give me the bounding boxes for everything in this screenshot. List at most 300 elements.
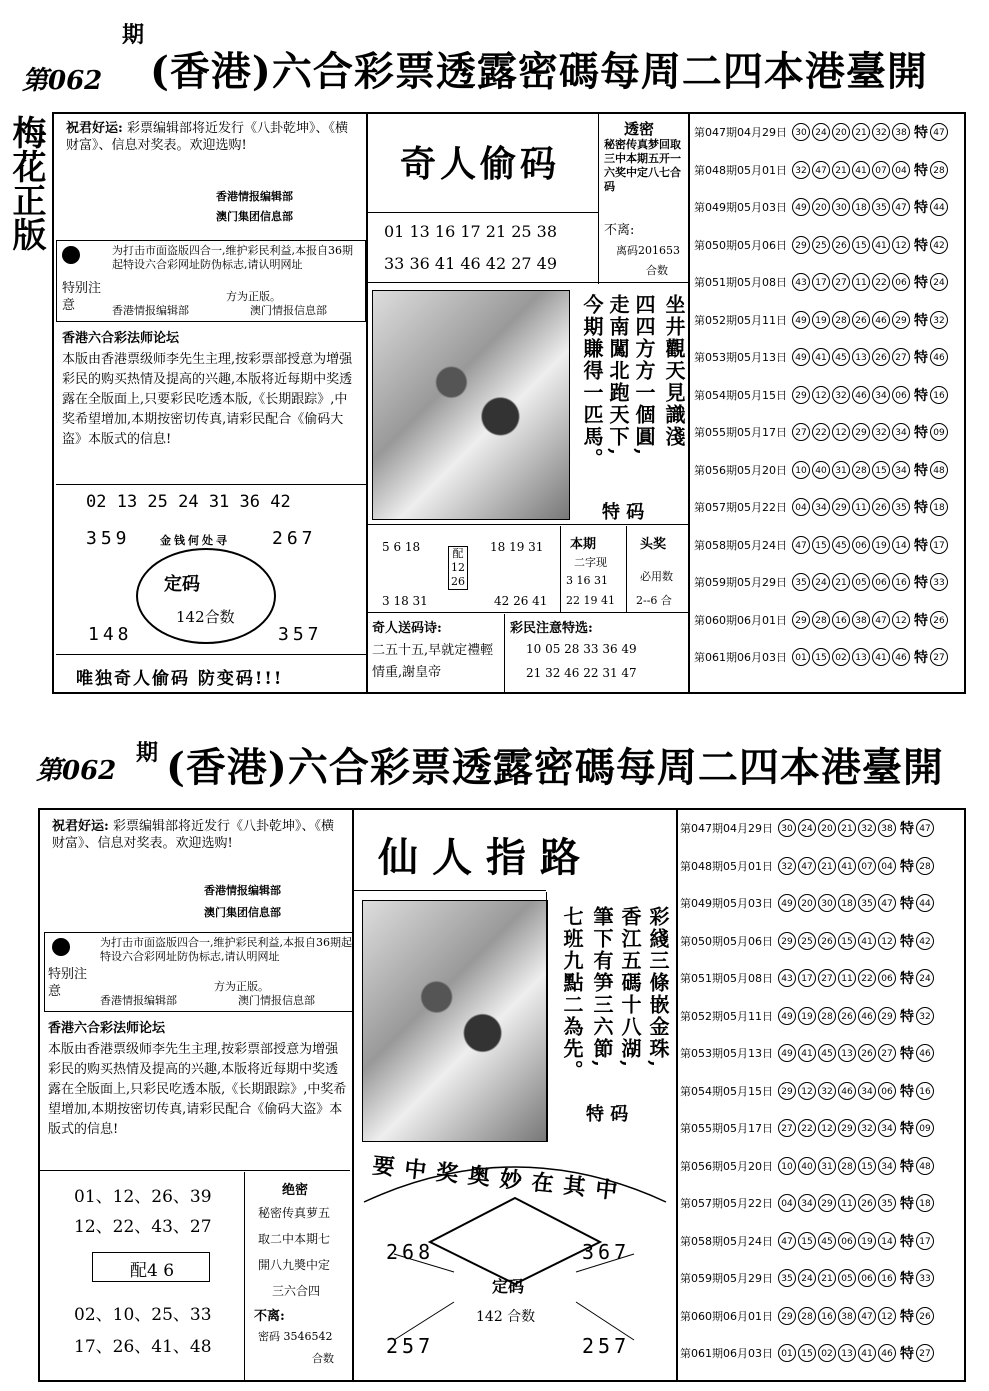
result-ball: 11: [852, 273, 870, 291]
result-special-ball: 42: [916, 932, 934, 950]
center-nums1: 01 13 16 17 21 25 38: [384, 222, 558, 241]
result-special-ball: 33: [916, 1269, 934, 1287]
top-poem-col-4: 今期賺得一匹馬。: [580, 294, 604, 470]
result-te: 特: [900, 896, 914, 912]
notice-foot2: 方为正版。: [226, 290, 281, 303]
result-ball: 43: [792, 273, 810, 291]
result-te: 特: [914, 275, 928, 291]
result-ball: 06: [872, 573, 890, 591]
result-special-ball: 17: [916, 1232, 934, 1250]
result-ball: 49: [792, 311, 810, 329]
tm-buli: 不离:: [604, 223, 635, 238]
result-ball: 41: [852, 161, 870, 179]
result-te: 特: [914, 575, 928, 591]
result-ball: 26: [838, 1007, 856, 1025]
result-ball: 13: [852, 348, 870, 366]
result-label: 第050期05月06日: [694, 238, 787, 252]
top-nums-line: 02 13 25 24 31 36 42: [86, 492, 291, 512]
top-slogan: 唯独奇人偷码 防变码!!!: [76, 669, 284, 689]
result-ball: 26: [858, 1044, 876, 1062]
pair-left2: 3 18 31: [382, 594, 428, 608]
result-ball: 20: [818, 819, 836, 837]
result-label: 第059期05月29日: [694, 576, 787, 589]
result-special-ball: 17: [930, 536, 948, 554]
result-label: 第061期06月03日: [694, 651, 787, 664]
result-ball: 27: [792, 423, 810, 441]
top-issue: 第062: [22, 66, 103, 96]
result-ball: 32: [832, 386, 850, 404]
result-ball: 29: [892, 311, 910, 329]
b-greeting-sign1: 香港情报编辑部: [204, 884, 281, 897]
forum-rule: [56, 484, 366, 485]
result-ball: 29: [832, 498, 850, 516]
result-te: 特: [900, 1083, 914, 1100]
result-ball: 27: [878, 1044, 896, 1062]
result-te: 特: [914, 425, 928, 441]
col-divider-1: [366, 114, 368, 692]
result-row: [680, 1002, 936, 1030]
result-special-ball: 46: [930, 348, 948, 366]
result-ball: 17: [812, 273, 830, 291]
result-row: [680, 1077, 936, 1105]
result-ball: 49: [778, 1007, 796, 1025]
result-row: [680, 1264, 936, 1292]
top-ellipse: [136, 548, 276, 644]
result-row: [694, 381, 950, 409]
result-ball: 32: [778, 857, 796, 875]
result-label: 第057期05月22日: [680, 1197, 773, 1210]
result-ball: 29: [792, 236, 810, 254]
result-ball: 47: [792, 536, 810, 554]
result-ball: 21: [852, 123, 870, 141]
result-ball: 02: [818, 1344, 836, 1362]
result-label: 第051期05月08日: [694, 276, 787, 289]
result-ball: 02: [832, 648, 850, 666]
result-ball: 24: [798, 1269, 816, 1287]
result-ball: 27: [778, 1119, 796, 1137]
b-jm-line2: 取二中本期七: [258, 1232, 331, 1246]
result-te: 特: [914, 500, 928, 516]
result-te: 特: [914, 650, 928, 666]
result-ball: 19: [798, 1007, 816, 1025]
result-ball: 32: [792, 161, 810, 179]
b-poem-col-3: 筆下有笋三六節,: [590, 906, 614, 1069]
result-special-ball: 33: [930, 573, 948, 591]
result-te: 特: [914, 162, 928, 179]
result-special-ball: 47: [916, 819, 934, 837]
result-ball: 25: [798, 932, 816, 950]
result-ball: 47: [778, 1232, 796, 1250]
result-special-ball: 28: [930, 161, 948, 179]
result-te: 特: [900, 1346, 914, 1362]
greeting-sign2: 澳门集团信息部: [216, 210, 293, 223]
b-right-bottom: 257: [582, 1334, 631, 1358]
result-row: [694, 306, 950, 334]
result-ball: 11: [838, 1194, 856, 1212]
result-ball: 06: [838, 1232, 856, 1250]
result-te: 特: [914, 462, 928, 479]
result-te: 特: [914, 312, 928, 329]
result-row: [694, 606, 950, 634]
result-ball: 46: [838, 1082, 856, 1100]
result-special-ball: 24: [930, 273, 948, 291]
result-label: 第060期06月01日: [694, 613, 787, 627]
tm-body: 秘密传真梦回取三中本期五开一六奖中定八七合码: [604, 138, 681, 193]
result-te: 特: [900, 858, 914, 875]
result-ball: 20: [832, 123, 850, 141]
result-ball: 35: [858, 894, 876, 912]
result-special-ball: 16: [916, 1082, 934, 1100]
result-ball: 28: [838, 1157, 856, 1175]
b-grp4: 17、26、41、48: [74, 1337, 212, 1357]
result-row: [694, 456, 950, 484]
result-ball: 38: [892, 123, 910, 141]
result-ball: 46: [872, 311, 890, 329]
tm-buli-code: 离码201653: [616, 244, 680, 257]
b-buli-hs: 合数: [312, 1352, 334, 1365]
toujiang: 头奖: [640, 537, 667, 552]
result-ball: 49: [792, 198, 810, 216]
side-title: 梅花正版: [6, 115, 46, 251]
result-ball: 29: [778, 1307, 796, 1325]
result-label: 第057期05月22日: [694, 501, 787, 514]
notice-foot3: 澳门情报信息部: [250, 304, 327, 317]
bottom-results: [680, 814, 964, 1380]
result-row: [680, 852, 936, 880]
result-ball: 40: [812, 461, 830, 479]
forum-title: 香港六合彩法师论坛: [62, 331, 180, 346]
result-special-ball: 46: [916, 1044, 934, 1062]
result-ball: 29: [818, 1194, 836, 1212]
result-ball: 11: [852, 498, 870, 516]
result-ball: 28: [852, 461, 870, 479]
result-ball: 04: [792, 498, 810, 516]
result-ball: 22: [872, 273, 890, 291]
result-label: 第049期05月03日: [694, 201, 787, 214]
col-divider-2: [598, 114, 599, 284]
result-ball: 49: [792, 348, 810, 366]
top-results: [694, 118, 964, 688]
result-ball: 12: [892, 236, 910, 254]
result-ball: 26: [852, 311, 870, 329]
result-ball: 47: [878, 894, 896, 912]
result-ball: 19: [858, 1232, 876, 1250]
result-ball: 06: [892, 273, 910, 291]
result-special-ball: 26: [930, 611, 948, 629]
result-row: [680, 814, 936, 842]
result-row: [694, 193, 950, 221]
result-ball: 34: [878, 1157, 896, 1175]
result-ball: 12: [878, 1307, 896, 1325]
result-ball: 38: [878, 819, 896, 837]
b-poem-col-4: 七班九點二為先。: [560, 906, 584, 1082]
result-ball: 41: [812, 348, 830, 366]
top-tema: 特 码: [602, 502, 645, 523]
result-te: 特: [900, 1233, 914, 1250]
result-label: 第052期05月11日: [680, 1009, 773, 1023]
bottom-qi: 期: [136, 740, 159, 766]
result-ball: 15: [858, 1157, 876, 1175]
top-left-bottom: 148: [88, 624, 133, 645]
result-row: [694, 156, 950, 184]
top-qi: 期: [122, 22, 145, 48]
result-row: [680, 1227, 936, 1255]
pair-left1: 5 6 18: [382, 540, 421, 554]
result-ball: 29: [838, 1119, 856, 1137]
top-poem-col-2: 四四方方一個圓,: [632, 294, 656, 457]
result-ball: 06: [858, 1269, 876, 1287]
result-row: [694, 643, 950, 671]
result-special-ball: 27: [916, 1344, 934, 1362]
result-ball: 46: [852, 386, 870, 404]
top-greeting: [66, 120, 356, 154]
b-buli: 不离:: [254, 1309, 285, 1324]
b-greeting-sign2: 澳门集团信息部: [204, 906, 281, 919]
col-divider-3: [688, 114, 690, 692]
result-ball: 12: [892, 611, 910, 629]
result-ball: 24: [812, 123, 830, 141]
result-ball: 25: [812, 236, 830, 254]
result-te: 特: [900, 1308, 914, 1325]
result-ball: 26: [818, 932, 836, 950]
result-ball: 05: [838, 1269, 856, 1287]
result-te: 特: [900, 1196, 914, 1212]
result-label: 第055期05月17日: [680, 1122, 773, 1135]
result-ball: 12: [812, 386, 830, 404]
result-te: 特: [900, 933, 914, 950]
result-ball: 32: [858, 819, 876, 837]
result-ball: 21: [818, 1269, 836, 1287]
b-heshu: 142 合数: [476, 1309, 536, 1325]
result-ball: 06: [878, 1082, 896, 1100]
result-row: [694, 493, 950, 521]
result-row: [680, 1339, 936, 1367]
result-label: 第056期05月20日: [680, 1159, 773, 1173]
result-te: 特: [900, 971, 914, 987]
result-ball: 45: [818, 1044, 836, 1062]
result-label: 第048期05月01日: [680, 859, 773, 873]
result-te: 特: [900, 1121, 914, 1137]
result-ball: 28: [818, 1007, 836, 1025]
result-ball: 45: [818, 1232, 836, 1250]
b-right-top: 367: [582, 1240, 631, 1264]
notice-label: 特别注意: [62, 281, 102, 313]
result-label: 第054期05月15日: [680, 1084, 773, 1098]
songma-title: 奇人送码诗:: [372, 621, 442, 636]
result-ball: 15: [812, 648, 830, 666]
b-grp3: 02、10、25、33: [74, 1305, 212, 1325]
greeting-title: 祝君好运:: [66, 121, 123, 136]
bottom-headline: (香港)六合彩票透露密碼每周二四本港臺開: [166, 744, 944, 791]
result-row: [680, 1039, 936, 1067]
result-ball: 19: [872, 536, 890, 554]
b-left-top: 268: [386, 1240, 435, 1264]
center-vdiv-b: [626, 526, 627, 612]
center-rule-1: [368, 212, 598, 213]
result-ball: 45: [832, 348, 850, 366]
result-te: 特: [914, 200, 928, 216]
bottom-issue: 第062: [36, 756, 117, 786]
top-right-top: 267: [272, 528, 317, 549]
result-ball: 24: [798, 819, 816, 837]
top-poem-col-3: 走南闖北跑天下,: [606, 294, 630, 457]
b-poem-col-2: 香江五碼十八湖,: [618, 906, 642, 1069]
result-ball: 24: [812, 573, 830, 591]
b-grp2: 12、22、43、27: [74, 1217, 212, 1237]
result-special-ball: 44: [916, 894, 934, 912]
result-label: 第061期06月03日: [680, 1347, 773, 1360]
result-ball: 46: [892, 648, 910, 666]
result-ball: 07: [872, 161, 890, 179]
result-ball: 32: [858, 1119, 876, 1137]
benqi-sub: 二字现: [574, 556, 607, 569]
result-row: [694, 231, 950, 259]
result-ball: 34: [798, 1194, 816, 1212]
result-ball: 35: [892, 498, 910, 516]
center-rule-2: [368, 282, 688, 283]
result-ball: 17: [798, 969, 816, 987]
result-ball: 34: [892, 423, 910, 441]
result-te: 特: [914, 125, 928, 141]
result-ball: 12: [798, 1082, 816, 1100]
top-arc-text: 金钱何处寻: [160, 534, 230, 547]
result-row: [680, 1152, 936, 1180]
b-dingma: 定码: [492, 1277, 525, 1296]
result-ball: 15: [852, 236, 870, 254]
top-right-bottom: 357: [278, 624, 323, 645]
result-ball: 41: [858, 932, 876, 950]
b-forum-rule: [40, 1170, 350, 1171]
result-special-ball: 44: [930, 198, 948, 216]
result-te: 特: [914, 387, 928, 404]
result-ball: 10: [778, 1157, 796, 1175]
result-ball: 45: [832, 536, 850, 554]
benqi-nums2: 22 19 41: [566, 594, 615, 607]
result-special-ball: 09: [930, 423, 948, 441]
pair-right2: 42 26 41: [494, 594, 548, 608]
result-label: 第051期05月08日: [680, 972, 773, 985]
b-notice-foot1: 香港情报编辑部: [100, 994, 177, 1007]
result-ball: 29: [778, 1082, 796, 1100]
bomb-icon: [62, 246, 80, 264]
b-jm-line4: 三六合四: [272, 1284, 321, 1298]
toujiang-sub: 必用数: [640, 570, 673, 583]
greeting-sign1: 香港情报编辑部: [216, 190, 293, 203]
result-ball: 15: [872, 461, 890, 479]
result-special-ball: 48: [916, 1157, 934, 1175]
top-poem-col-1: 坐井觀天見識淺: [662, 294, 686, 448]
result-special-ball: 48: [930, 461, 948, 479]
result-ball: 47: [858, 1307, 876, 1325]
b-buli-code: 密码 3546542: [258, 1330, 333, 1343]
result-ball: 47: [812, 161, 830, 179]
b-center-rule-1: [354, 890, 546, 891]
result-ball: 07: [858, 857, 876, 875]
result-special-ball: 16: [930, 386, 948, 404]
result-ball: 34: [872, 386, 890, 404]
result-ball: 14: [878, 1232, 896, 1250]
result-ball: 26: [832, 236, 850, 254]
result-ball: 01: [778, 1344, 796, 1362]
center-rule-4: [368, 612, 688, 613]
result-ball: 27: [892, 348, 910, 366]
result-ball: 06: [878, 969, 896, 987]
result-ball: 13: [852, 648, 870, 666]
b-col-divider-3: [676, 810, 678, 1380]
result-ball: 34: [858, 1082, 876, 1100]
result-ball: 41: [798, 1044, 816, 1062]
result-ball: 05: [852, 573, 870, 591]
b-notice-label: 特别注意: [48, 967, 88, 999]
center-rule-3: [368, 524, 688, 525]
result-ball: 34: [878, 1119, 896, 1137]
benqi: 本期: [570, 537, 597, 552]
b-forum-title: 香港六合彩法师论坛: [48, 1021, 166, 1036]
result-row: [680, 889, 936, 917]
result-ball: 13: [838, 1044, 856, 1062]
result-ball: 16: [892, 573, 910, 591]
result-ball: 06: [892, 386, 910, 404]
result-ball: 04: [778, 1194, 796, 1212]
result-ball: 31: [818, 1157, 836, 1175]
songma-body: 二五十五,早就定禮輕情重,謝皇帝: [372, 643, 494, 680]
toujiang-val: 2--6 合: [636, 594, 672, 607]
center-vdiv-a: [560, 526, 561, 612]
greeting-body: 彩票编辑部将近发行《八卦乾坤》、《横财富》、信息对奖表。欢迎选购!: [66, 121, 348, 153]
result-ball: 29: [792, 386, 810, 404]
result-ball: 27: [818, 969, 836, 987]
result-ball: 04: [892, 161, 910, 179]
result-ball: 11: [838, 969, 856, 987]
result-label: 第056期05月20日: [694, 463, 787, 477]
result-ball: 29: [852, 423, 870, 441]
result-te: 特: [900, 1271, 914, 1287]
center-title: 奇人偷码: [400, 143, 561, 185]
result-ball: 41: [858, 1344, 876, 1362]
result-ball: 22: [812, 423, 830, 441]
result-ball: 35: [792, 573, 810, 591]
result-label: 第053期05月13日: [680, 1047, 773, 1060]
result-label: 第058期05月24日: [680, 1234, 773, 1248]
result-ball: 29: [792, 611, 810, 629]
result-special-ball: 42: [930, 236, 948, 254]
result-te: 特: [900, 821, 914, 837]
result-ball: 41: [838, 857, 856, 875]
result-special-ball: 47: [930, 123, 948, 141]
result-te: 特: [914, 537, 928, 554]
top-heshu: 142合数: [176, 608, 235, 626]
benqi-nums1: 3 16 31: [566, 574, 608, 587]
result-ball: 14: [892, 536, 910, 554]
b-notice-body: 为打击市面盗版四合一,维护彩民利益,本报自36期起特设六合彩网址防伪标志,请认明网址: [100, 936, 352, 963]
result-label: 第049期05月03日: [680, 897, 773, 910]
b-jm-line1: 秘密传真萝五: [258, 1206, 331, 1220]
result-ball: 28: [832, 311, 850, 329]
result-ball: 38: [852, 611, 870, 629]
b-bomb-icon: [52, 938, 70, 956]
zhuyi-nums2: 21 32 46 22 31 47: [526, 666, 637, 680]
result-ball: 13: [838, 1344, 856, 1362]
result-ball: 34: [892, 461, 910, 479]
b-left-bottom: 257: [386, 1334, 435, 1358]
result-ball: 26: [872, 348, 890, 366]
zhuyi-nums1: 10 05 28 33 36 49: [526, 642, 637, 656]
result-row: [694, 568, 950, 596]
result-ball: 30: [818, 894, 836, 912]
result-te: 特: [914, 350, 928, 366]
result-ball: 35: [872, 198, 890, 216]
notice-body: 为打击市面盗版四合一,维护彩民利益,本报自36期起特设六合彩网址防伪标志,请认明网址: [112, 244, 353, 271]
